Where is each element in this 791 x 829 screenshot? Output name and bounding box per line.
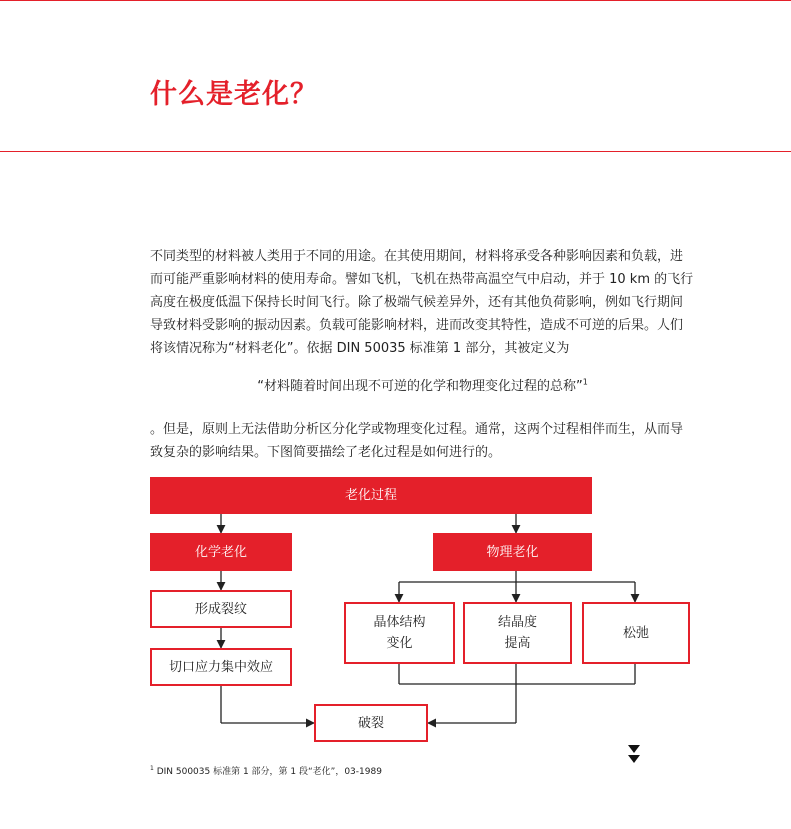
box-crystallinity-line1: 结晶度 — [497, 615, 537, 630]
box-notch-effect — [150, 648, 292, 686]
box-crack-formation-label: 形成裂纹 — [194, 601, 247, 617]
box-aging-process — [150, 477, 592, 514]
footnote — [150, 764, 382, 777]
intro-paragraph: 不同类型的材料被人类用于不同的用途。在其使用期间，材料将承受各种影响因素和负载，进而可能严重影响材料的使用寿命。譬如飞机，飞机在热带高温空气中启动，并于 10 km 的飞行高度在极度低温下保持长时间飞行。除了极端气候差异外，还有其他负荷影响，例如飞行期间导致材料受影响的振动因素。负载可能影响材料，进而改变其特性，造成不可逆的后果。人们将该情况称为“材料老化”。依据 DIN 50035 标准第 1 部分，其被定义为 — [150, 249, 694, 356]
quote-footnote-ref: 1 — [582, 377, 588, 387]
box-aging-process-label: 老化过程 — [344, 488, 397, 503]
double-down-triangle-icon[interactable] — [627, 744, 641, 764]
box-chemical-aging — [150, 533, 292, 571]
box-crystal-line2: 变化 — [386, 636, 413, 651]
page-title: 什么是老化？ — [150, 79, 318, 110]
box-relaxation — [582, 602, 690, 664]
box-physical-aging — [433, 533, 592, 571]
box-crystallinity-line2: 提高 — [504, 636, 531, 651]
box-fracture — [314, 704, 428, 742]
box-crystal-structure-change — [344, 602, 455, 664]
box-chemical-aging-label: 化学老化 — [194, 544, 247, 560]
box-crystallinity-increase — [463, 602, 572, 664]
box-physical-aging-label: 物理老化 — [486, 544, 539, 560]
box-fracture-label: 破裂 — [357, 715, 384, 731]
quote-text: “材料随着时间出现不可逆的化学和物理变化过程的总称” — [257, 379, 583, 394]
footnote-text: DIN 500035 标准第 1 部分，第 1 段“老化”，03-1989 — [156, 767, 382, 777]
second-paragraph: 。但是，原则上无法借助分析区分化学或物理变化过程。通常，这两个过程相伴而生，从而导致复杂的影响结果。下图简要描绘了老化过程是如何进行的。 — [150, 422, 684, 460]
box-relaxation-label: 松弛 — [622, 625, 649, 641]
box-crystal-line1: 晶体结构 — [373, 615, 426, 630]
footnote-number: 1 — [150, 765, 154, 772]
box-notch-effect-label: 切口应力集中效应 — [168, 659, 273, 675]
box-crack-formation — [150, 590, 292, 628]
